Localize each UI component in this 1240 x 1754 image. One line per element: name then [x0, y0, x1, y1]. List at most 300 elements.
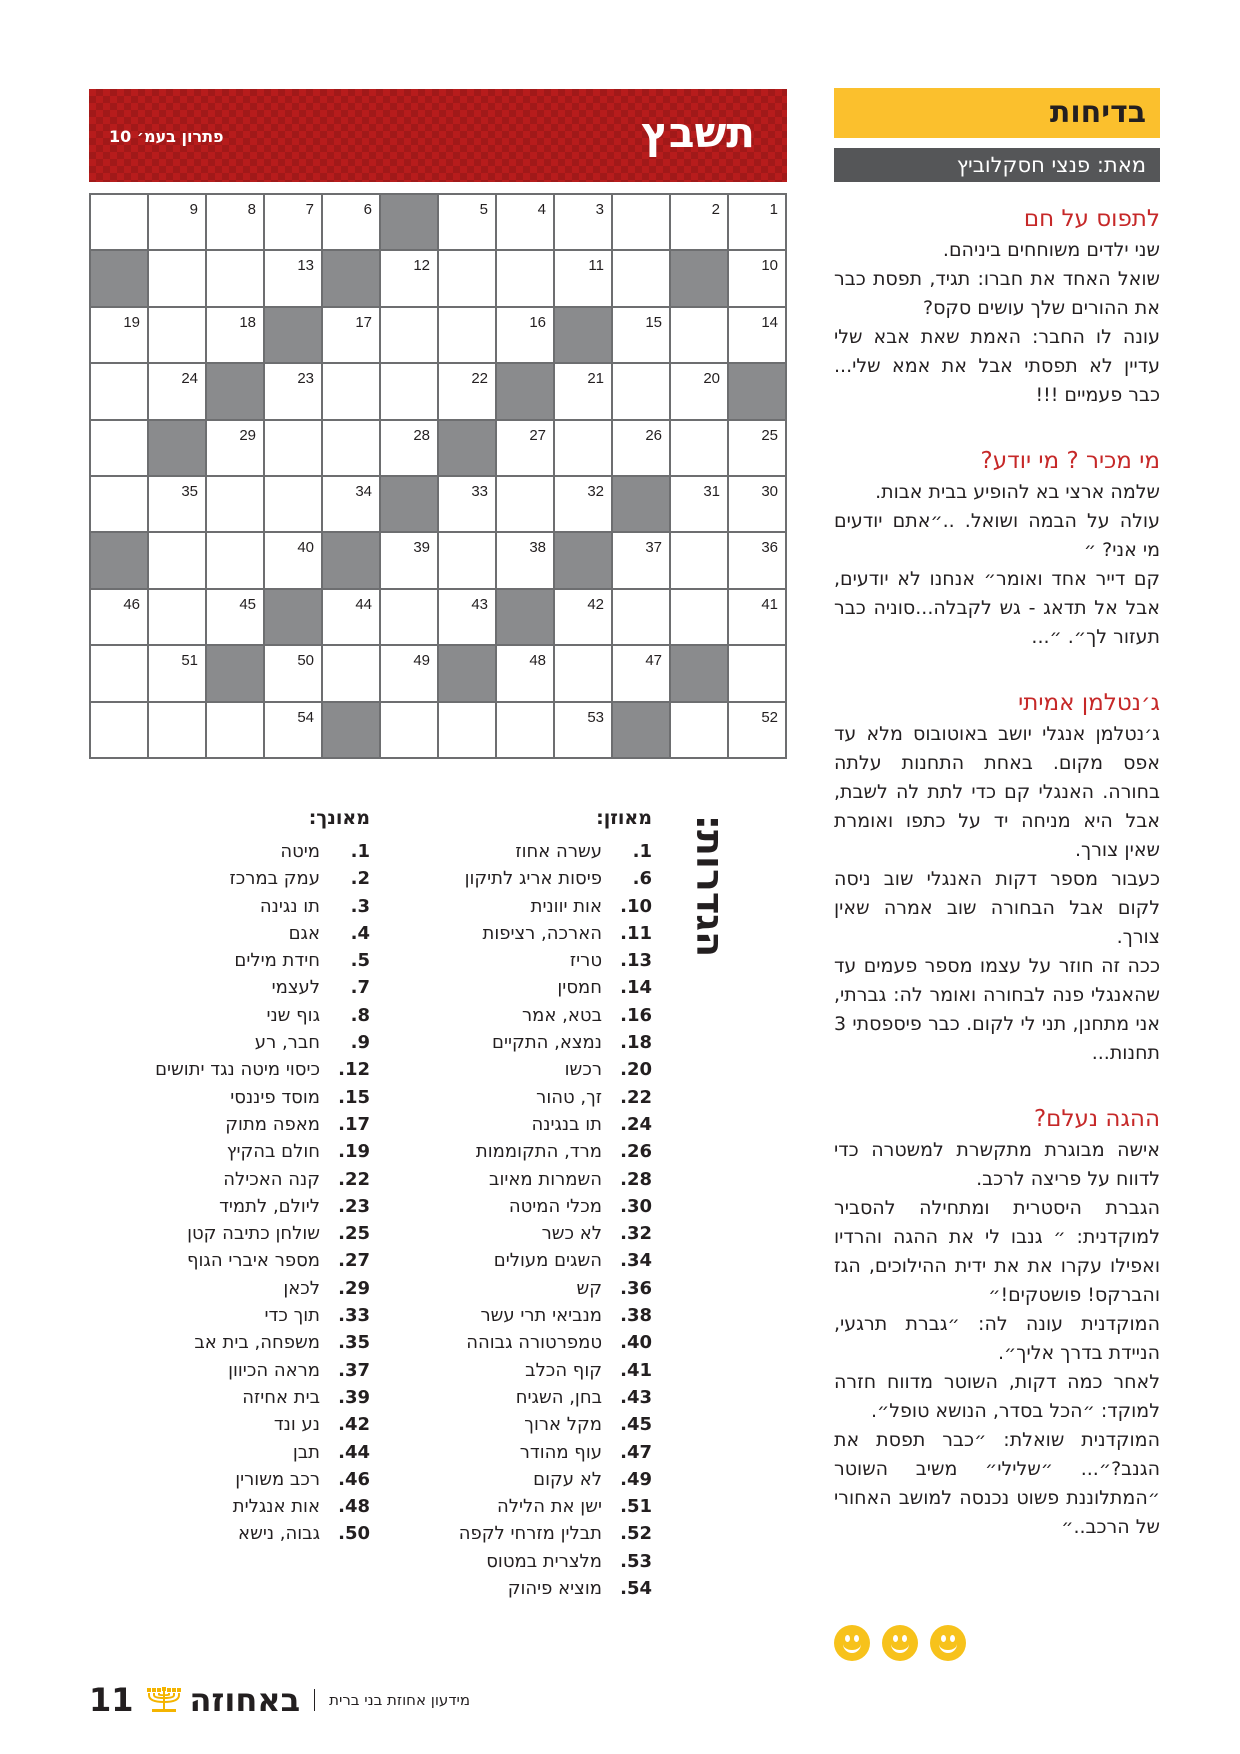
grid-cell[interactable] [496, 702, 554, 758]
clue-text: מקל ארוך [524, 1414, 602, 1436]
clue-number: 34. [620, 1250, 652, 1272]
grid-cell[interactable] [90, 420, 148, 476]
grid-cell[interactable] [554, 420, 612, 476]
grid-cell[interactable] [206, 702, 264, 758]
grid-cell[interactable] [322, 307, 380, 363]
black-cell [554, 532, 612, 588]
grid-cell[interactable] [264, 420, 322, 476]
down-clue [130, 1357, 370, 1384]
grid-cell[interactable] [90, 645, 148, 701]
across-clues [452, 803, 652, 1602]
cell-number: 17 [355, 313, 372, 331]
across-clue [452, 1084, 652, 1111]
grid-cell[interactable] [148, 645, 206, 701]
clue-number: 7. [350, 977, 370, 999]
cell-number: 51 [181, 652, 198, 670]
clue-text: אות יוונית [530, 895, 602, 917]
cell-number: 8 [247, 201, 256, 218]
clue-text: מוסד פיננסי [230, 1086, 320, 1108]
grid-cell[interactable] [554, 702, 612, 758]
across-clue [452, 1466, 652, 1493]
clue-number: 49. [620, 1468, 652, 1490]
grid-cell[interactable] [728, 307, 786, 363]
grid-cell[interactable] [264, 194, 322, 250]
grid-cell[interactable] [612, 307, 670, 363]
cell-number: 39 [413, 539, 430, 557]
smiley-icon [930, 1625, 966, 1661]
grid-cell[interactable] [90, 307, 148, 363]
cell-number: 21 [587, 370, 604, 388]
cell-number: 29 [239, 426, 256, 444]
clue-number: 24. [620, 1113, 652, 1135]
grid-cell[interactable] [554, 363, 612, 419]
down-clue [130, 1275, 370, 1302]
clue-number: 41. [620, 1359, 652, 1381]
grid-cell[interactable] [206, 532, 264, 588]
black-cell [264, 589, 322, 645]
grid-cell[interactable] [496, 420, 554, 476]
grid-cell[interactable] [728, 589, 786, 645]
clue-text: מספר איברי הגוף [187, 1250, 320, 1272]
black-cell [612, 476, 670, 532]
grid-cell[interactable] [322, 194, 380, 250]
down-clue [130, 974, 370, 1001]
footer [89, 1680, 470, 1720]
joke-body [834, 720, 1160, 1068]
clue-text: חבר, רע [254, 1032, 320, 1054]
down-clue [130, 1220, 370, 1247]
crossword-title: תשבץ [641, 108, 755, 157]
cell-number: 2 [711, 201, 720, 218]
black-cell [438, 420, 496, 476]
grid-cell[interactable] [148, 250, 206, 306]
joke [834, 204, 1160, 410]
clue-text: זך, טהור [536, 1086, 602, 1108]
cell-number: 16 [529, 313, 546, 331]
grid-cell[interactable] [728, 194, 786, 250]
black-cell [612, 702, 670, 758]
across-clue [452, 1493, 652, 1520]
grid-cell[interactable] [554, 589, 612, 645]
cell-number: 40 [297, 539, 314, 557]
down-clue [130, 1002, 370, 1029]
cell-number: 13 [297, 257, 314, 275]
grid-cell[interactable] [264, 645, 322, 701]
grid-cell[interactable] [322, 645, 380, 701]
cell-number: 49 [413, 652, 430, 670]
cell-number: 53 [587, 708, 604, 726]
cell-number: 19 [123, 313, 140, 331]
clue-number: 40. [620, 1332, 652, 1354]
cell-number: 22 [471, 370, 488, 388]
grid-cell[interactable] [264, 476, 322, 532]
grid-cell[interactable] [438, 476, 496, 532]
grid-cell[interactable] [554, 250, 612, 306]
grid-cell[interactable] [728, 532, 786, 588]
grid-cell[interactable] [148, 363, 206, 419]
grid-cell[interactable] [438, 363, 496, 419]
joke-line: שלמה ארצי בא להופיע בבית אבות. [875, 481, 1160, 503]
grid-cell[interactable] [380, 420, 438, 476]
grid-cell[interactable] [438, 250, 496, 306]
grid-cell[interactable] [670, 307, 728, 363]
grid-cell[interactable] [380, 645, 438, 701]
grid-cell[interactable] [438, 194, 496, 250]
grid-cell[interactable] [148, 702, 206, 758]
black-cell [148, 420, 206, 476]
clue-number: 28. [620, 1168, 652, 1190]
clue-text: בית אחיזה [242, 1386, 320, 1408]
clue-text: תבלין מזרחי לקפה [458, 1523, 602, 1545]
grid-cell[interactable] [612, 194, 670, 250]
grid-cell[interactable] [206, 194, 264, 250]
across-clue [452, 865, 652, 892]
grid-cell[interactable] [670, 363, 728, 419]
grid-cell[interactable] [670, 420, 728, 476]
clue-number: 14. [620, 977, 652, 999]
across-clue [452, 1575, 652, 1602]
grid-cell[interactable] [148, 194, 206, 250]
clue-text: עוף מהודר [519, 1441, 602, 1463]
clue-text: טמפרטורה גבוהה [466, 1332, 602, 1354]
across-clue [452, 838, 652, 865]
down-clue [130, 1056, 370, 1083]
clue-text: חידת מילים [234, 950, 320, 972]
across-clue [452, 1439, 652, 1466]
clue-text: לא כשר [541, 1223, 602, 1245]
clue-number: 26. [620, 1141, 652, 1163]
cell-number: 31 [703, 483, 720, 500]
down-clue [130, 865, 370, 892]
grid-cell[interactable] [148, 589, 206, 645]
clue-number: 48. [338, 1496, 370, 1518]
across-clue [452, 1357, 652, 1384]
clue-text: מאפה מתוק [225, 1113, 320, 1135]
clue-text: מנביאי תרי עשר [480, 1305, 602, 1327]
footer-divider [314, 1689, 315, 1711]
down-heading: מאונך: [308, 807, 370, 829]
cell-number: 9 [189, 201, 198, 218]
grid-cell[interactable] [612, 250, 670, 306]
clue-text: פיסות אריג לתיקון [464, 868, 602, 890]
grid-cell[interactable] [264, 250, 322, 306]
cell-number: 11 [588, 257, 604, 275]
grid-cell[interactable] [554, 645, 612, 701]
down-clue [130, 1493, 370, 1520]
clue-text: קוף הכלב [525, 1359, 602, 1381]
down-clue [130, 1247, 370, 1274]
clue-number: 27. [338, 1250, 370, 1272]
grid-cell[interactable] [670, 702, 728, 758]
joke-line: אישה מבוגרת מתקשרת למשטרה כדי לדווח על פריצה לרכב. [834, 1139, 1160, 1190]
smiley-row [834, 1625, 966, 1661]
grid-cell[interactable] [612, 363, 670, 419]
grid-cell[interactable] [496, 645, 554, 701]
across-clue [452, 1138, 652, 1165]
grid-cell[interactable] [380, 532, 438, 588]
grid-cell[interactable] [380, 702, 438, 758]
joke-title: לתפוס על חם [1023, 206, 1160, 232]
crossword-grid[interactable] [89, 193, 787, 759]
black-cell [728, 363, 786, 419]
grid-cell[interactable] [380, 307, 438, 363]
grid-cell[interactable] [496, 194, 554, 250]
across-clue [452, 1056, 652, 1083]
down-clue [130, 838, 370, 865]
clue-number: 25. [338, 1223, 370, 1245]
grid-cell[interactable] [438, 589, 496, 645]
black-cell [206, 363, 264, 419]
clue-text: עשרה אחוז [515, 841, 602, 862]
clue-text: עמק במרכז [229, 868, 320, 890]
cell-number: 27 [529, 426, 546, 444]
across-clue [452, 1029, 652, 1056]
black-cell [670, 250, 728, 306]
clue-number: 37. [338, 1359, 370, 1381]
clue-number: 4. [350, 922, 370, 944]
down-clue [130, 1138, 370, 1165]
clue-text: משפחה, בית אב [194, 1332, 320, 1354]
grid-cell[interactable] [380, 363, 438, 419]
grid-cell[interactable] [728, 476, 786, 532]
grid-cell[interactable] [264, 363, 322, 419]
black-cell [380, 476, 438, 532]
clue-number: 18. [620, 1032, 652, 1054]
cell-number: 24 [181, 370, 198, 388]
grid-cell[interactable] [206, 589, 264, 645]
across-clue [452, 1548, 652, 1575]
clue-number: 11. [620, 922, 652, 944]
clue-number: 45. [620, 1414, 652, 1436]
clue-number: 22. [620, 1086, 652, 1108]
clue-text: מכלי המיטה [508, 1195, 602, 1217]
black-cell [496, 363, 554, 419]
cell-number: 37 [645, 539, 662, 557]
cell-number: 43 [471, 595, 488, 613]
cell-number: 6 [363, 201, 372, 218]
black-cell [496, 589, 554, 645]
grid-cell[interactable] [438, 307, 496, 363]
grid-cell[interactable] [90, 476, 148, 532]
clue-number: 44. [338, 1441, 370, 1463]
clue-text: תבן [292, 1441, 320, 1463]
clue-text: קש [576, 1277, 602, 1299]
cell-number: 5 [479, 201, 488, 218]
cell-number: 50 [297, 652, 314, 670]
clue-text: גוף שני [266, 1004, 320, 1026]
grid-cell[interactable] [728, 420, 786, 476]
black-cell [438, 645, 496, 701]
cell-number: 14 [761, 313, 778, 331]
clue-text: חמסין [557, 977, 602, 999]
grid-cell[interactable] [322, 363, 380, 419]
cell-number: 12 [413, 257, 430, 275]
logo-text: באחוזה [189, 1681, 301, 1719]
cell-number: 32 [587, 483, 604, 500]
clue-text: מוציא פיהוק [507, 1578, 602, 1600]
black-cell [322, 250, 380, 306]
across-clue [452, 1384, 652, 1411]
grid-cell[interactable] [496, 476, 554, 532]
grid-cell[interactable] [728, 645, 786, 701]
grid-cell[interactable] [322, 420, 380, 476]
cell-number: 41 [761, 595, 778, 613]
grid-cell[interactable] [264, 702, 322, 758]
cell-number: 23 [297, 370, 314, 388]
cell-number: 54 [297, 708, 314, 726]
grid-cell[interactable] [322, 589, 380, 645]
grid-cell[interactable] [612, 420, 670, 476]
across-clue [452, 1247, 652, 1274]
clue-text: לכאן [283, 1277, 320, 1299]
grid-cell[interactable] [438, 702, 496, 758]
cell-number: 20 [703, 370, 720, 388]
joke-body [834, 478, 1160, 652]
clue-number: 5. [350, 950, 370, 972]
cell-number: 15 [645, 313, 662, 331]
grid-cell[interactable] [206, 476, 264, 532]
grid-cell[interactable] [148, 476, 206, 532]
grid-cell[interactable] [322, 476, 380, 532]
cell-number: 10 [761, 257, 778, 275]
grid-cell[interactable] [264, 532, 322, 588]
grid-cell[interactable] [496, 307, 554, 363]
down-clue [130, 1029, 370, 1056]
clue-number: 6. [632, 868, 652, 890]
cell-number: 30 [761, 483, 778, 500]
cell-number: 28 [413, 426, 430, 444]
across-clue [452, 1193, 652, 1220]
crossword-banner [89, 89, 787, 182]
clue-text: רכשו [564, 1059, 602, 1081]
joke-title: ג׳נטלמן אמיתי [1018, 690, 1160, 716]
clue-number: 42. [338, 1414, 370, 1436]
clue-number: 17. [338, 1113, 370, 1135]
clue-number: 51. [620, 1496, 652, 1518]
grid-cell[interactable] [496, 532, 554, 588]
joke [834, 446, 1160, 652]
clue-text: מראה הכיוון [228, 1359, 320, 1381]
across-clue [452, 1111, 652, 1138]
grid-cell[interactable] [90, 702, 148, 758]
clue-number: 3. [350, 895, 370, 917]
across-clue [452, 974, 652, 1001]
joke-body [834, 236, 1160, 410]
clue-text: ישן את הלילה [497, 1496, 602, 1518]
across-clue [452, 947, 652, 974]
grid-cell[interactable] [728, 250, 786, 306]
cell-number: 3 [595, 201, 604, 218]
joke-line: שואל האחד את חברו: תגיד, תפסת כבר את ההורים שלך עושים סקס? [834, 268, 1160, 319]
clue-text: לא עקום [533, 1468, 602, 1490]
grid-cell[interactable] [206, 420, 264, 476]
grid-cell[interactable] [380, 589, 438, 645]
across-clue [452, 1520, 652, 1547]
clue-text: תו בנגינה [531, 1113, 602, 1135]
grid-cell[interactable] [728, 702, 786, 758]
grid-cell[interactable] [670, 532, 728, 588]
down-clue [130, 1166, 370, 1193]
cell-number: 33 [471, 483, 488, 500]
clue-number: 1. [632, 841, 652, 862]
clue-text: אות אנגלית [232, 1496, 320, 1518]
joke-title: מי מכיר ? מי יודע? [980, 448, 1160, 474]
clue-number: 53. [620, 1550, 652, 1572]
clue-text: בטא, אמר [522, 1004, 602, 1026]
clue-number: 23. [338, 1195, 370, 1217]
joke-line: עולה על הבמה ושואל. ..״אתם יודעים מי אני? ״ [834, 510, 1160, 561]
grid-cell[interactable] [670, 476, 728, 532]
across-clue [452, 1302, 652, 1329]
black-cell [90, 250, 148, 306]
grid-cell[interactable] [206, 307, 264, 363]
grid-cell[interactable] [554, 476, 612, 532]
clue-number: 33. [338, 1305, 370, 1327]
grid-cell[interactable] [206, 250, 264, 306]
black-cell [322, 702, 380, 758]
clue-number: 19. [338, 1141, 370, 1163]
clue-number: 46. [338, 1468, 370, 1490]
grid-cell[interactable] [90, 194, 148, 250]
cell-number: 38 [529, 539, 546, 557]
grid-cell[interactable] [438, 532, 496, 588]
down-clues [130, 803, 370, 1548]
grid-cell[interactable] [612, 589, 670, 645]
joke [834, 1104, 1160, 1542]
cell-number: 25 [761, 426, 778, 444]
clue-text: מרד, התקוממות [475, 1141, 602, 1163]
grid-cell[interactable] [612, 532, 670, 588]
down-clue [130, 1329, 370, 1356]
jokes-column [834, 88, 1160, 1542]
definitions-heading [680, 806, 740, 966]
grid-cell[interactable] [148, 307, 206, 363]
clue-number: 16. [620, 1004, 652, 1026]
cell-number: 46 [123, 595, 140, 613]
joke-title: ההגה נעלם? [1033, 1106, 1160, 1132]
grid-cell[interactable] [380, 250, 438, 306]
clue-number: 54. [620, 1578, 652, 1600]
down-clue [130, 947, 370, 974]
clue-number: 20. [620, 1059, 652, 1081]
black-cell [554, 307, 612, 363]
clue-text: רכב משורין [235, 1468, 320, 1490]
page-number: 11 [89, 1681, 134, 1719]
across-clue [452, 1220, 652, 1247]
down-clue [130, 1466, 370, 1493]
black-cell [206, 645, 264, 701]
black-cell [380, 194, 438, 250]
cell-number: 45 [239, 595, 256, 613]
down-clue [130, 920, 370, 947]
clue-text: גבוה, נישא [238, 1523, 320, 1545]
grid-cell[interactable] [670, 589, 728, 645]
grid-cell[interactable] [90, 589, 148, 645]
clue-number: 12. [338, 1059, 370, 1081]
grid-cell[interactable] [496, 250, 554, 306]
grid-cell[interactable] [670, 194, 728, 250]
grid-cell[interactable] [148, 532, 206, 588]
grid-cell[interactable] [612, 645, 670, 701]
cell-number: 4 [537, 201, 546, 218]
clue-text: מלצרית במטוס [486, 1550, 602, 1572]
grid-cell[interactable] [90, 363, 148, 419]
clue-number: 47. [620, 1441, 652, 1463]
grid-cell[interactable] [554, 194, 612, 250]
across-clue [452, 1275, 652, 1302]
cell-number: 7 [305, 201, 314, 218]
black-cell [670, 645, 728, 701]
